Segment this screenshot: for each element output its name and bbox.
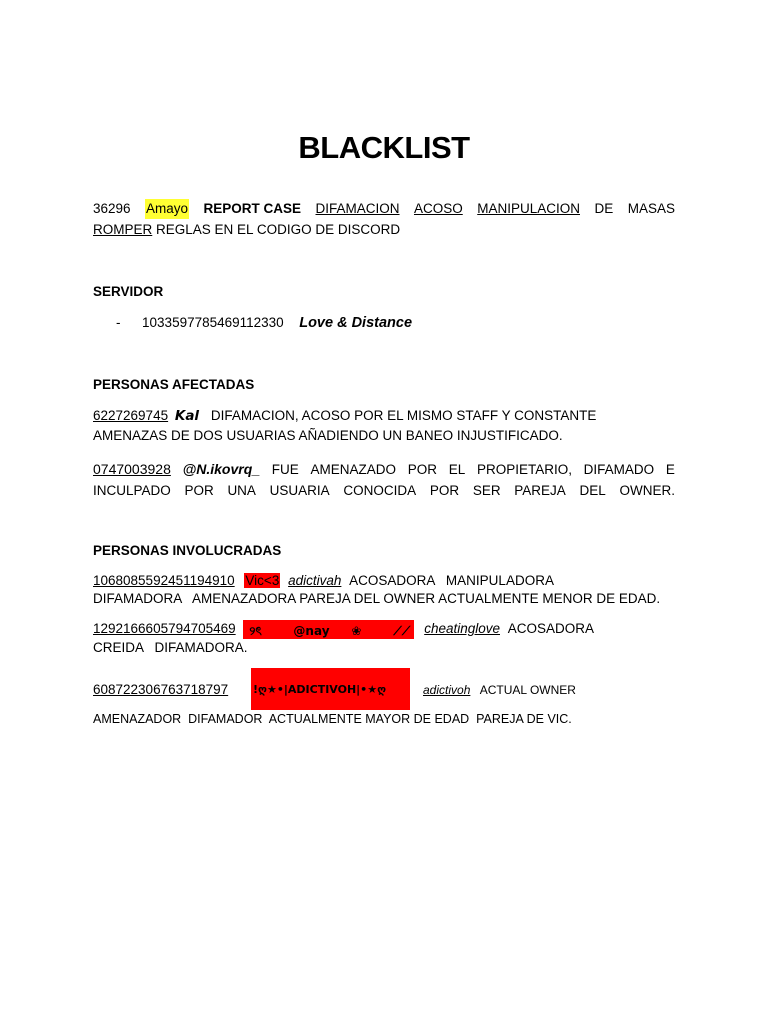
afectada-1-line-2: AMENAZAS DE DOS USUARIAS AÑADIENDO UN BANEO INJUSTIFICADO. — [93, 428, 563, 443]
involucrada-3-user: adictivoh — [423, 683, 471, 697]
involucrada-1-user: adictivah — [288, 573, 342, 588]
afectada-2-name: @N.ikovrq_ — [182, 461, 261, 477]
afectada-1-line-1 — [93, 406, 675, 426]
afectada-1-id: 6227269745 — [93, 408, 169, 423]
involucrada-3-id: 608722306763718797 — [93, 682, 229, 697]
report-id: 36296 — [93, 201, 131, 216]
afectada-2-word: EL — [448, 462, 466, 477]
afectada-1-text-1: DIFAMACION, ACOSO POR EL MISMO STAFF Y CONSTANTE — [210, 408, 597, 423]
report-line-2-rest: REGLAS EN EL CODIGO DE DISCORD — [156, 222, 401, 237]
afectada-2-word: UNA — [227, 483, 256, 498]
report-word-difamacion: DIFAMACION — [315, 201, 400, 216]
involucrada-2-line-2: CREIDA DIFAMADORA. — [93, 640, 248, 655]
involucrada-1-line-2: DIFAMADORA AMENAZADORA PAREJA DEL OWNER ACTUALMENTE MENOR DE EDAD. — [93, 591, 661, 606]
afectada-2-word: DEL — [579, 483, 606, 498]
report-line-2 — [93, 220, 675, 240]
report-word-manipulacion: MANIPULACION — [477, 201, 580, 216]
afectada-2-word: POR — [429, 483, 460, 498]
report-word-de: DE — [594, 201, 614, 216]
afectada-2-word: CONOCIDA — [343, 483, 417, 498]
involucrada-2-user: cheatinglove — [424, 621, 500, 636]
page-title: BLACKLIST — [298, 130, 470, 165]
involucrada-3-line-1 — [93, 680, 675, 700]
afectada-2-word: DIFAMADO — [583, 462, 655, 477]
involucrada-3-line-2: AMENAZADOR DIFAMADOR ACTUALMENTE MAYOR DE EDAD PAREJA DE VIC. — [93, 712, 572, 726]
afectada-2-word: POR — [407, 462, 437, 477]
servidor-item — [116, 313, 698, 333]
afectada-2-line-2 — [93, 481, 675, 501]
afectada-2-word: SER — [472, 483, 501, 498]
involucrada-1-line-1 — [93, 571, 675, 591]
report-word-acoso: ACOSO — [413, 201, 463, 216]
involucrada-3-text-1: ACTUAL OWNER — [479, 683, 576, 697]
report-word-romper: ROMPER — [93, 222, 153, 237]
tag-glyph: ୨ৎ — [249, 623, 262, 638]
involucrada-1-text-1: ACOSADORA MANIPULADORA — [349, 573, 554, 588]
involucrada-3-tag: !ღ★•|ADICTIVOH|•★ღ — [253, 683, 387, 696]
report-word-masas: MASAS — [627, 201, 675, 216]
report-line-1 — [93, 199, 675, 219]
afectadas-heading: PERSONAS AFECTADAS — [93, 377, 255, 392]
involucradas-heading: PERSONAS INVOLUCRADAS — [93, 543, 282, 558]
afectada-2-id: 0747003928 — [93, 461, 171, 477]
servidor-name: Love & Distance — [299, 315, 413, 331]
involucrada-1-tag: Vic<3 — [245, 573, 280, 588]
afectada-2-word: AMENAZADO — [310, 462, 396, 477]
report-label: REPORT CASE — [203, 201, 302, 216]
servidor-heading: SERVIDOR — [93, 284, 164, 299]
tag-handle: @nay — [293, 623, 330, 638]
involucrada-2-line-1 — [93, 619, 675, 639]
afectada-2-word: E — [665, 462, 675, 477]
involucrada-2-id: 1292166605794705469 — [93, 621, 236, 636]
report-name: Amayo — [145, 199, 189, 219]
afectada-2-word: OWNER. — [619, 483, 675, 498]
servidor-bullet: - — [116, 315, 121, 330]
afectada-2-word: PROPIETARIO, — [476, 462, 572, 477]
involucrada-2-text-1: ACOSADORA — [507, 621, 595, 636]
afectada-2-word: FUE — [271, 462, 299, 477]
afectada-2-line-1 — [93, 459, 675, 480]
afectada-2-word: USUARIA — [269, 483, 330, 498]
afectada-2-word: POR — [184, 483, 214, 498]
afectada-2-word: PAREJA — [514, 483, 566, 498]
flower-icon: ❀ — [351, 623, 362, 638]
afectada-2-word: INCULPADO — [93, 483, 171, 498]
tag-glyph: ⟋⟋ — [393, 623, 411, 638]
involucrada-2-tag — [243, 620, 414, 639]
involucrada-1-id: 1068085592451194910 — [93, 573, 235, 588]
involucrada-3-user-wrap — [423, 680, 576, 700]
servidor-id: 1033597785469112330 — [142, 315, 284, 330]
afectada-1-name: Kal — [174, 408, 200, 424]
